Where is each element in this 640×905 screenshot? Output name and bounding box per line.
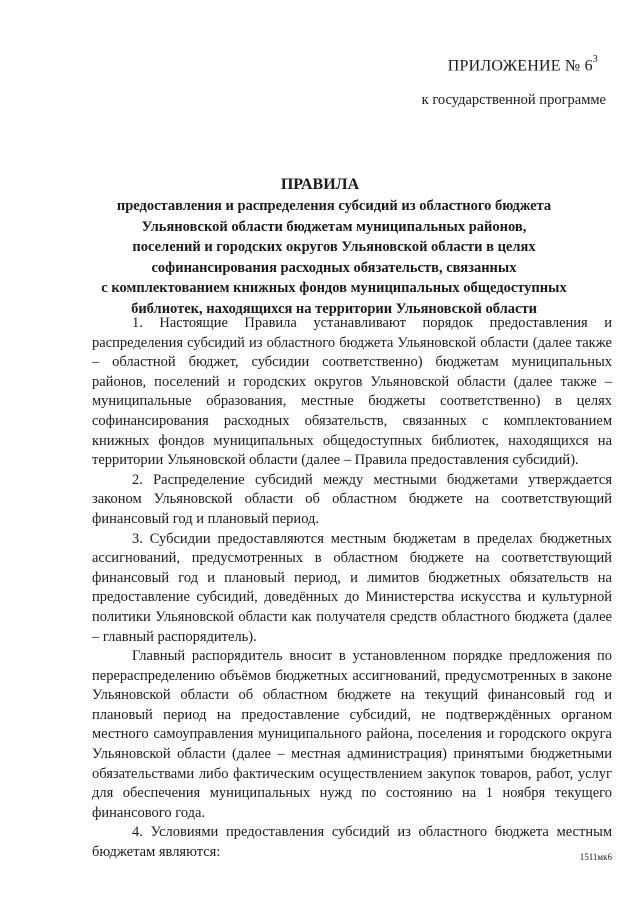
heading-line: софинансирования расходных обязательств, связанных: [151, 259, 517, 276]
paragraph-3-continuation: Главный распорядитель вносит в установленном порядке предложения по перераспределению объёмов бюджетных ассигнований, предусмотренных в законе Ульяновской области об областном бюджете на текущий финансовый год и плановый период на предоставление субсидий, не подтверждённых органом местного самоуправления муниципального района, поселения и городского округа Ульяновской области (далее – местная администрация) принятыми бюджетными обязательствами либо фактическим осуществлением закупок товаров, работ, услуг для обеспечения муниципальных нужд по состоянию на 1 ноября текущего финансового года.: [92, 648, 612, 821]
document-title: ПРАВИЛА: [280, 176, 360, 193]
appendix-label-text: ПРИЛОЖЕНИЕ № 6: [447, 57, 593, 75]
paragraph-2: 2. Распределение субсидий между местными бюджетами утверждается законом Ульяновской области об областном бюджете на соответствующий финансовый год и плановый период.: [92, 471, 612, 527]
heading-line: с комплектованием книжных фондов муниципальных общедоступных: [101, 280, 567, 296]
appendix-label: [448, 56, 598, 75]
heading-line: предоставления и распределения субсидий из областного бюджета: [116, 198, 552, 214]
paragraph-4: 4. Условиями предоставления субсидий из областного бюджета местным бюджетам являются:: [92, 824, 612, 861]
document-heading: [84, 196, 584, 319]
heading-line: Ульяновской области бюджетам муниципальных районов,: [141, 218, 527, 235]
footer-code: 1511мк6: [579, 852, 612, 862]
heading-line: поселений и городских округов Ульяновской области в целях: [132, 239, 536, 255]
document-body: [92, 314, 612, 863]
appendix-superscript: 3: [592, 54, 598, 65]
paragraph-1: 1. Настоящие Правила устанавливают порядок предоставления и распределения субсидий из областного бюджета Ульяновской области (далее также – областной бюджет, субсидии соответственно) бюджетам муниципальных районов, поселений и городских округов Ульяновской области (далее также – муниципальные образования, местные бюджеты соответственно) в целях софинансирования расходных обязательств, связанных с комплектованием книжных фондов муниципальных общедоступных библиотек, находящихся на территории Ульяновской области (далее – Правила предоставления субсидий).: [92, 315, 612, 469]
appendix-subtitle: к государственной программе: [421, 92, 606, 108]
paragraph-3: 3. Субсидии предоставляются местным бюджетам в пределах бюджетных ассигнований, предусмотренных в областном бюджете на соответствующий финансовый год и плановый период, и лимитов бюджетных обязательств на предоставление субсидий, доведённых до Министерства искусства и культурной политики Ульяновской области как получателя средств областного бюджета (далее – главный распорядитель).: [92, 530, 612, 645]
heading-line: библиотек, находящихся на территории Ульяновской области: [131, 300, 537, 317]
